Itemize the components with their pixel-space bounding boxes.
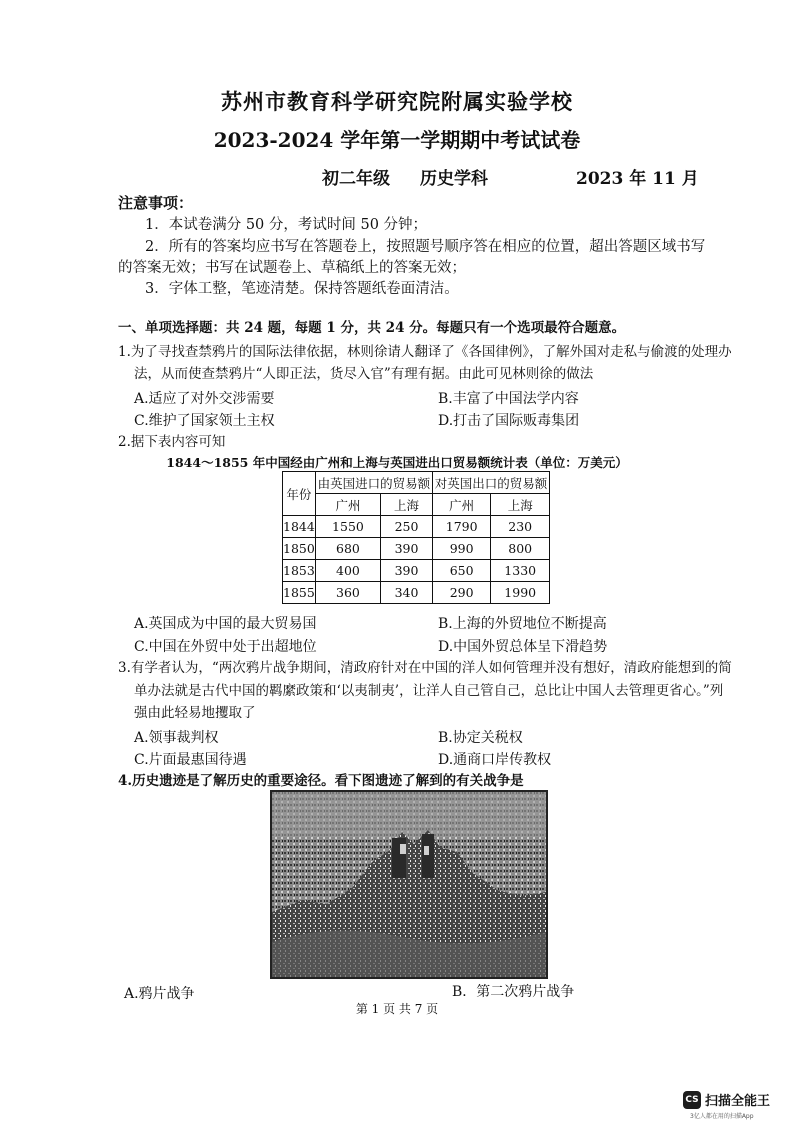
q3-stem-line3: 强由此轻易地攫取了 [134,705,256,721]
q3-option-c: C.片面最惠国待遇 [134,752,247,768]
cell-import-guangzhou: 400 [315,560,380,582]
page-number: 第 1 页 共 7 页 [355,1002,439,1016]
cell-import-guangzhou: 1550 [315,516,380,538]
ruins-photo [270,790,548,979]
table-row [283,560,550,582]
q4-option-b: B．第二次鸦片战争 [452,984,575,1000]
q1-stem-line2: 法，从而使查禁鸦片“人即正法，货尽入官”有理有据。由此可见林则徐的做法 [134,366,594,382]
q2-stem: 2.据下表内容可知 [118,434,226,450]
scanner-tagline: 3亿人都在用的扫描App [690,1113,754,1120]
notes-heading: 注意事项： [118,194,194,212]
q2-option-c: C.中国在外贸中处于出超地位 [134,639,317,655]
cell-year: 1844 [283,516,316,538]
q2-option-b: B.上海的外贸地位不断提高 [438,616,607,632]
cell-export-guangzhou: 1790 [432,516,491,538]
q3-stem-line2: 单办法就是古代中国的羁縻政策和‘以夷制夷’，让洋人自己管自己，总比让中国人去管理更省心。”列 [134,683,724,699]
import-guangzhou-header: 广州 [315,494,380,516]
table-row [283,538,550,560]
cell-export-guangzhou: 650 [432,560,491,582]
exam-title: 2023-2024 学年第一学期期中考试试卷 [213,128,581,152]
year-header: 年份 [283,472,316,516]
school-name: 苏州市教育科学研究院附属实验学校 [221,89,573,114]
cell-year: 1853 [283,560,316,582]
table-row [283,582,550,604]
export-header: 对英国出口的贸易额 [432,472,549,494]
q4-stem: 4.历史遗迹是了解历史的重要途径。看下图遗迹了解到的有关战争是 [118,773,524,789]
note-2: 2．所有的答案均应书写在答题卷上，按照题号顺序答在相应的位置，超出答题区域书写 [145,239,706,255]
scanner-watermark [683,1090,770,1109]
cell-year: 1850 [283,538,316,560]
q1-option-d: D.打击了国际贩毒集团 [438,413,580,429]
import-shanghai-header: 上海 [381,494,433,516]
q1-option-b: B.丰富了中国法学内容 [438,391,579,407]
cell-export-shanghai: 1330 [491,560,550,582]
cell-export-guangzhou: 290 [432,582,491,604]
cell-export-shanghai: 800 [491,538,550,560]
cell-import-shanghai: 390 [381,538,433,560]
q1-option-c: C.维护了国家领土主权 [134,413,275,429]
import-header: 由英国进口的贸易额 [315,472,432,494]
table-row [283,516,550,538]
q3-option-d: D.通商口岸传教权 [438,752,552,768]
grade-label: 初二年级 [322,169,390,189]
cell-import-shanghai: 340 [381,582,433,604]
cell-import-shanghai: 390 [381,560,433,582]
q2-option-d: D.中国外贸总体呈下滑趋势 [438,639,608,655]
export-shanghai-header: 上海 [491,494,550,516]
q2-option-a: A.英国成为中国的最大贸易国 [134,616,317,632]
cell-import-guangzhou: 360 [315,582,380,604]
q3-option-a: A.领事裁判权 [134,730,219,746]
q1-stem-line1: 1.为了寻找查禁鸦片的国际法律依据，林则徐请人翻译了《各国律例》，了解外国对走私与偷渡的处理办 [118,344,732,360]
cell-import-guangzhou: 680 [315,538,380,560]
note-1: 1．本试卷满分 50 分，考试时间 50 分钟； [145,217,428,233]
cell-import-shanghai: 250 [381,516,433,538]
cell-year: 1855 [283,582,316,604]
scanner-logo-icon: CS [683,1091,701,1109]
cell-export-guangzhou: 990 [432,538,491,560]
subject-label: 历史学科 [420,169,488,189]
q2-table-caption: 1844～1855 年中国经由广州和上海与英国进出口贸易额统计表（单位：万美元） [166,455,628,470]
exam-date: 2023 年 11 月 [576,169,699,189]
export-guangzhou-header: 广州 [432,494,491,516]
section-heading: 一、单项选择题：共 24 题，每题 1 分，共 24 分。每题只有一个选项最符合题意。 [118,320,626,336]
q1-option-a: A.适应了对外交涉需要 [134,391,275,407]
q4-option-a: A.鸦片战争 [124,986,195,1002]
q3-option-b: B.协定关税权 [438,730,523,746]
trade-table [282,471,550,604]
q3-stem-line1: 3.有学者认为，“两次鸦片战争期间，清政府针对在中国的洋人如何管理并没有想好，清政府能想到的简 [118,660,732,676]
cell-export-shanghai: 1990 [491,582,550,604]
note-2-continued: 的答案无效；书写在试题卷上、草稿纸上的答案无效； [118,260,466,276]
scanner-app-name: 扫描全能王 [705,1094,771,1109]
cell-export-shanghai: 230 [491,516,550,538]
note-3: 3．字体工整，笔迹清楚。保持答题纸卷面清洁。 [145,281,459,297]
